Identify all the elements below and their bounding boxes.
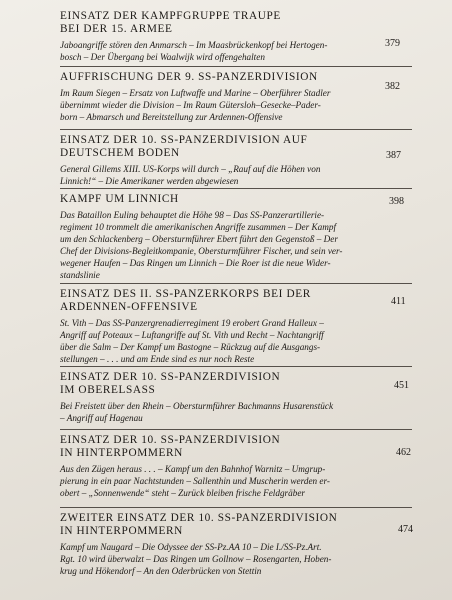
- divider-line: [60, 283, 412, 284]
- toc-entry: [60, 429, 412, 499]
- toc-entry: [60, 283, 412, 365]
- chapter-summary: Im Raum Siegen – Ersatz von Luftwaffe und Marine – Oberführer Stadler übernimmt wieder die Division – Im Raum Gütersloh–Gesecke–Pader- born – Abmarsch und Bereitstellung zur Ardennen-Offensive: [60, 88, 331, 122]
- toc-entry: [60, 507, 412, 577]
- toc-entry: [60, 366, 412, 424]
- chapter-title: ZWEITER EINSATZ DER 10. SS-PANZERDIVISION IN HINTERPOMMERN: [60, 512, 338, 537]
- chapter-summary: Jaboangriffe stören den Anmarsch – Im Maasbrückenkopf bei Hertogen- bosch – Der Übergang bei Waalwijk wird offengehalten: [60, 40, 328, 62]
- chapter-summary: General Gillems XIII. US-Korps will durch – „Rauf auf die Höhen von Linnich!“ – Die Amerikaner werden abgewiesen: [60, 164, 321, 186]
- divider-line: [60, 66, 412, 67]
- chapter-summary: Das Bataillon Euling behauptet die Höhe 98 – Das SS-Panzerartillerie- regiment 10 trommelt die amerikanischen Angriffe zusammen – Der Kampf um den Schlackenberg – Obersturmführer Ebert führt den Gegenstoß – Der Chef der Divisions-Begleitkompanie, Obersturmführer Fischer, und sein ver- wegener Haufen – Das Ringen um Linnich – Die Roer ist die neue Wider- standslinie: [60, 210, 343, 280]
- divider-line: [60, 507, 412, 508]
- chapter-summary: St. Vith – Das SS-Panzergrenadierregiment 19 erobert Grand Halleux – Angriff auf Poteaux – Luftangriffe auf St. Vith und Recht – Nachtangriff über die Salm – Der Kampf um Bastogne – Rückzug auf die Ausgangs- stellungen – . . . und am Ende sind es nur noch Reste: [60, 318, 324, 364]
- page-number: 474: [398, 524, 413, 535]
- page-number: 382: [385, 81, 400, 92]
- page-number: 379: [385, 38, 400, 49]
- chapter-title: EINSATZ DES II. SS-PANZERKORPS BEI DER ARDENNEN-OFFENSIVE: [60, 288, 311, 313]
- chapter-title: EINSATZ DER 10. SS-PANZERDIVISION IM OBERELSASS: [60, 371, 281, 396]
- chapter-title: EINSATZ DER 10. SS-PANZERDIVISION IN HINTERPOMMERN: [60, 434, 281, 459]
- chapter-title: KAMPF UM LINNICH: [60, 193, 179, 205]
- chapter-summary: Kampf um Naugard – Die Odyssee der SS-Pz.AA 10 – Die I./SS-Pz.Art. Rgt. 10 wird überwalzt – Das Ringen um Gollnow – Rosengarten, Hoben- krug und Hökendorf – An den Oderbrücken von Stettin: [60, 542, 332, 576]
- divider-line: [60, 429, 412, 430]
- toc-entry: [60, 188, 412, 281]
- chapter-title: EINSATZ DER KAMPFGRUPPE TRAUPE BEI DER 15. ARMEE: [60, 10, 281, 35]
- page-number: 411: [391, 296, 406, 307]
- toc-entry: [60, 66, 412, 123]
- chapter-summary: Aus den Zügen heraus . . . – Kampf um den Bahnhof Warnitz – Umgrup- pierung in ein paar Nachtstunden – Sallenthin und Muscherin werden er- obert – „Sonnenwende“ steht – Zurück bleiben frische Feldgräber: [60, 464, 330, 498]
- chapter-title: AUFFRISCHUNG DER 9. SS-PANZERDIVISION: [60, 71, 318, 83]
- page-number: 387: [386, 150, 401, 161]
- toc-entry: [60, 10, 412, 63]
- page-number: 451: [394, 380, 409, 391]
- page-number: 398: [389, 196, 404, 207]
- page-number: 462: [396, 447, 411, 458]
- divider-line: [60, 188, 412, 189]
- chapter-title: EINSATZ DER 10. SS-PANZERDIVISION AUF DEUTSCHEM BODEN: [60, 134, 308, 159]
- chapter-summary: Bei Freistett über den Rhein – Obersturmführer Bachmanns Husarenstück – Angriff auf Hagenau: [60, 401, 334, 423]
- divider-line: [60, 366, 412, 367]
- toc-entry: [60, 129, 412, 187]
- divider-line: [60, 129, 412, 130]
